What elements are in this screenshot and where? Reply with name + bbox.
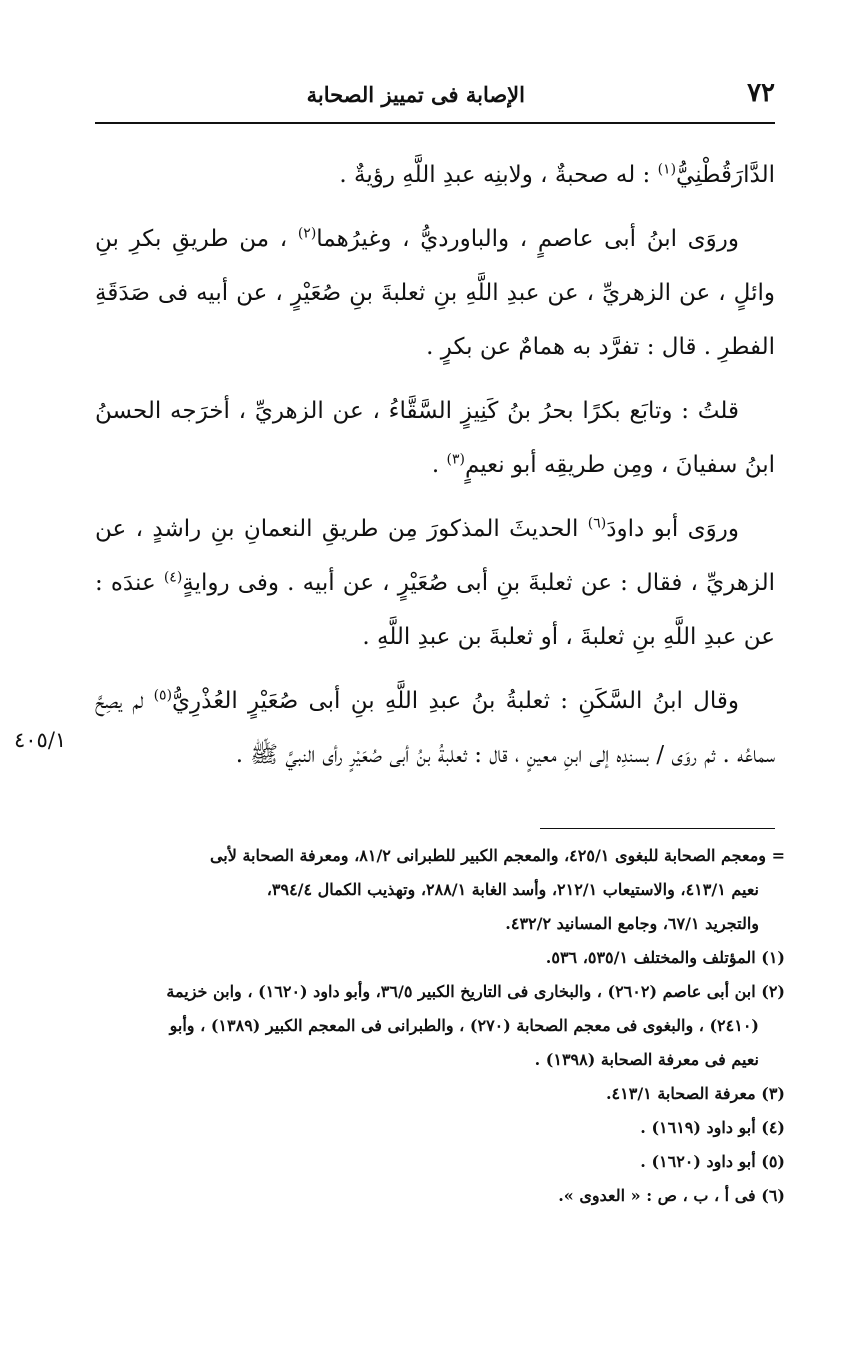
footnote-4: (٤) أبو داود (١٦١٩) . [640,1118,785,1137]
text-run: ، من طريقِ بكرِ بنِ وائلٍ ، عن الزهريِّ ، عن عبدِ اللَّهِ بنِ ثعلبةَ بنِ صُعَيْرٍ ، عن أبيه فى صَدَقَةِ الفطرِ . قال : تفرَّد به همامٌ عن بكرٍ . [95,226,775,360]
running-title: الإصابة فى تمييز الصحابة [306,82,525,107]
paragraph-4 [95,502,775,664]
footnote-continuation-line: نعيم ٤١٣/١، والاستيعاب ٢١٢/١، وأسد الغابة ٢٨٨/١، وتهذيب الكمال ٣٩٤/٤، [266,880,759,899]
paragraph-5 [95,674,775,782]
text-run: الدَّارَقُطْنِيُّ [676,162,775,188]
footnote-2: (٢) ابن أبى عاصم (٢٦٠٢) ، والبخارى فى التاريخ الكبير ٣٦/٥، وأبو داود (١٦٢٠) ، وابن خزيمة [166,982,785,1001]
text-run: لم يصِحَّ سماعُه . ثم روَى / بسندِه إلى ابنِ معينٍ ، قال : ثعلبةُ بنُ أبى صُعَيْرٍ رأى النبيَّ ﷺ . [95,688,775,768]
footnote-continuation-line: والتجريد ٦٧/١، وجامع المسانيد ٤٣٢/٢. [505,914,759,933]
page-number: ٧٢ [747,78,775,108]
text-run: : له صحبةٌ ، ولابنِه عبدِ اللَّهِ رؤيةٌ . [339,162,658,188]
footnote-ref-2: (٢) [297,225,317,242]
footnote-ref-1: (١) [657,161,677,178]
main-text [95,148,775,792]
footnote-ref-6: (٦) [587,515,607,532]
footnote-1: (١) المؤتلف والمختلف ٥٣٥/١، ٥٣٦. [545,948,785,967]
footnote-2-line-2: (٢٤١٠) ، والبغوى فى معجم الصحابة (٢٧٠) ، والطبرانى فى المعجم الكبير (١٣٨٩) ، وأبو [169,1016,759,1035]
footnote-separator [540,828,775,829]
paragraph-3 [95,384,775,492]
text-run: وروَى أبو داودَ [606,516,739,542]
footnote-3: (٣) معرفة الصحابة ٤١٣/١. [605,1084,785,1103]
footnotes [95,840,785,1214]
paragraph-1 [95,148,775,202]
text-run: عندَه : عن عبدِ اللَّهِ بنِ ثعلبةَ ، أو ثعلبةَ بن عبدِ اللَّهِ . [95,570,775,650]
text-run: الحديثَ المذكورَ مِن طريقِ النعمانِ بنِ راشدٍ ، عن الزهريِّ ، فقال : عن ثعلبةَ بنِ أبى صُعَيْرٍ ، عن أبيه . وفى روايةٍ [95,516,775,596]
margin-reference: ٤٠٥/١ [14,728,67,752]
footnote-2-line-3: نعيم فى معرفة الصحابة (١٣٩٨) . [534,1050,759,1069]
footnote-5: (٥) أبو داود (١٦٢٠) . [640,1152,785,1171]
text-run: . [431,452,447,478]
text-run: وروَى ابنُ أبى عاصمٍ ، والباورديُّ ، وغيرُهما [316,226,740,252]
page-header [95,70,775,122]
footnote-ref-5: (٥) [153,687,173,704]
paragraph-2 [95,212,775,374]
footnote-6: (٦) فى أ ، ب ، ص : « العدوى ». [558,1186,785,1205]
footnote-ref-3: (٣) [446,451,465,468]
text-run: قلتُ : وتابَع بكرًا بحرُ بنُ كَنِيزٍ السَّقَّاءُ ، عن الزهريِّ ، أخرَجه الحسنُ ابنُ سفيانَ ، ومِن طريقِه أبو نعيمٍ [95,398,775,478]
footnote-ref-4: (٤) [163,569,183,586]
footnote-continuation-line: = ومعجم الصحابة للبغوى ٤٢٥/١، والمعجم الكبير للطبرانى ٨١/٢، ومعرفة الصحابة لأبى [209,846,785,865]
header-rule [95,122,775,124]
text-run: وقال ابنُ السَّكَنِ : ثعلبةُ بنُ عبدِ اللَّهِ بنِ أبى صُعَيْرٍ العُذْرِيُّ [172,688,739,714]
